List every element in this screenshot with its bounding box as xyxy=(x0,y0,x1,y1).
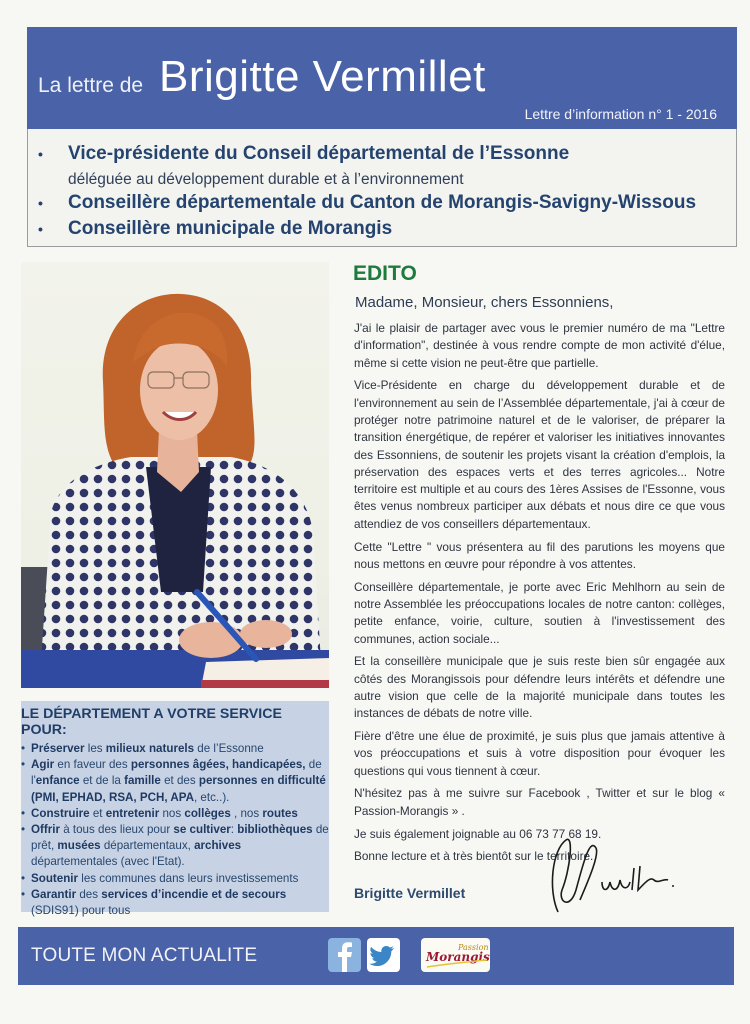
signature-name: Brigitte Vermillet xyxy=(354,885,466,901)
edito-paragraph: Cette "Lettre " vous présentera au fil des parutions les moyens que nous mettons en œuvre pour répondre à vos attentes. xyxy=(354,539,725,571)
bullet-icon: • xyxy=(38,195,43,211)
role-item xyxy=(36,192,696,214)
twitter-bird-icon xyxy=(367,938,400,972)
edito-paragraph: J'ai le plaisir de partager avec vous le premier numéro de ma "Lettre d'information", destinée à vous rendre compte de mon activité d'élue, même si cette vision ne peut-être que partielle. xyxy=(354,321,725,370)
department-services-box xyxy=(21,701,329,918)
passion-morangis-logo-icon xyxy=(421,938,490,972)
facebook-link[interactable] xyxy=(328,938,361,972)
services-heading: LE DÉPARTEMENT A VOTRE SERVICE POUR: xyxy=(21,706,282,738)
edito-heading: EDITO xyxy=(353,262,417,285)
edito-paragraph: Vice-Présidente en charge du développement durable et de l'environnement au sein de l’Assemblée départementale, j'ai à cœur de protéger notre patrimoine naturel et de le valoriser, de préparer la transition énergétique, de repérer et valoriser les initiatives innovantes des Essonniens, de soutenir les projets visant la création d'emplois, la préservation des espaces verts et des terres agricoles... Notre territoire est multiple et au cours des 1ères Assises de l'Essonne, vous êtes venus nombreux participer aux débats et nous dire ce que vous attendiez de vos conseillers départementaux. xyxy=(354,378,725,531)
role-item xyxy=(36,143,569,165)
footer-label: TOUTE MON ACTUALITE xyxy=(31,945,258,966)
bullet-icon: • xyxy=(38,146,43,162)
facebook-icon xyxy=(328,938,361,972)
role-title: Vice-présidente du Conseil départemental de l’Essonne xyxy=(68,143,570,164)
svg-text:Morangis: Morangis xyxy=(426,950,490,964)
role-subtitle: déléguée au développement durable et à l’environnement xyxy=(68,171,464,188)
edito-closing-line: Bonne lecture et à très bientôt sur le territoire. xyxy=(354,849,594,864)
service-item: • Offrir à tous des lieux pour se cultiver: bibliothèques de prêt, musées départementaux, archives départementales (avec l'Etat). xyxy=(21,822,329,871)
twitter-link[interactable] xyxy=(367,938,400,972)
newsletter-header xyxy=(27,27,737,129)
service-item: • Agir en faveur des personnes âgées, handicapées, de l'enfance et de la famille et des personnes en difficulté (PMI, EPHAD, RSA, PCH, APA, etc..). xyxy=(21,757,329,806)
edito-body xyxy=(354,320,725,871)
author-portrait-photo xyxy=(21,262,329,688)
news-footer-band xyxy=(18,927,734,985)
edito-paragraph: Conseillère départementale, je porte avec Eric Mehlhorn au sein de notre Assemblée les préoccupations locales de notre canton: collèges, petite enfance, voirie, culture, soutien à l'investissement des communes, action sociale... xyxy=(354,579,725,646)
service-item: • Préserver les milieux naturels de l’Essonne xyxy=(21,741,329,757)
portrait-illustration xyxy=(21,262,329,688)
role-title: Conseillère départementale du Canton de Morangis-Savigny-Wissous xyxy=(68,192,697,213)
edito-paragraph: Et la conseillère municipale que je suis reste bien sûr engagée aux côtés des Morangissois pour défendre leurs intérêts et défendre une autre vision que celle de la majorité municipale dans toutes les instances de débats de notre ville. xyxy=(354,654,725,721)
handwritten-signature-icon xyxy=(540,830,700,920)
edito-paragraph: Fière d'être une élue de proximité, je suis plus que jamais attentive à vos préoccupations et suis à votre disposition pour évoquer les questions qui vous tiennent à cœur. xyxy=(354,729,725,778)
role-title: Conseillère municipale de Morangis xyxy=(68,218,393,239)
service-item: • Construire et entretenir nos collèges , nos routes xyxy=(21,806,329,822)
services-list xyxy=(21,741,329,919)
edito-paragraph: N'hésitez pas à me suivre sur Facebook , Twitter et sur le blog « Passion-Morangis » . xyxy=(354,786,725,818)
service-item: • Soutenir les communes dans leurs investissements xyxy=(21,871,329,887)
passion-morangis-blog-link[interactable] xyxy=(421,938,490,972)
issue-label: Lettre d’information n° 1 - 2016 xyxy=(524,106,717,122)
svg-text:Passion: Passion xyxy=(458,943,489,952)
role-item xyxy=(36,218,392,240)
header-author-name: Brigitte Vermillet xyxy=(159,52,486,101)
edito-greeting: Madame, Monsieur, chers Essonniens, xyxy=(355,294,614,311)
roles-box xyxy=(27,129,737,247)
service-item: • Garantir des services d’incendie et de secours (SDIS91) pour tous xyxy=(21,887,329,919)
bullet-icon: • xyxy=(38,221,43,237)
header-prefix: La lettre de xyxy=(38,74,144,97)
edito-contact-line: Je suis également joignable au 06 73 77 68 19. xyxy=(354,826,602,841)
